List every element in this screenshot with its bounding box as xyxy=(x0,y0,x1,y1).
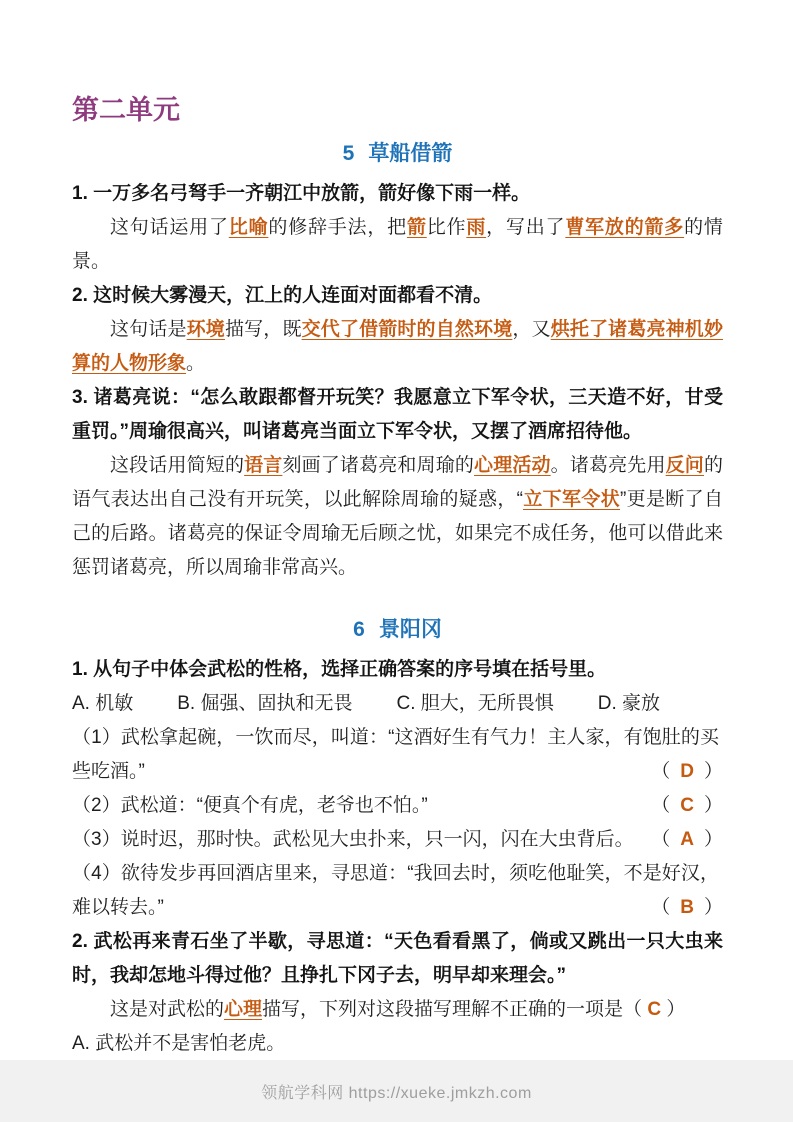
s6-item-2 xyxy=(72,789,723,823)
item-text: （2）武松道：“便真个有虎，老爷也不怕。” xyxy=(72,795,428,816)
option-d: D. 豪放 xyxy=(597,693,661,714)
option-a: A. 机敏 xyxy=(72,693,134,714)
s5-question-1: 1. 一万多名弓弩手一齐朝江中放箭，箭好像下雨一样。 xyxy=(72,183,531,204)
unit-title: 第二单元 xyxy=(72,95,180,125)
s5-question-2: 2. 这时候大雾漫天，江上的人连面对面都看不清。 xyxy=(72,285,493,306)
option-b: B. 倔强、固执和无畏 xyxy=(177,693,353,714)
s6-item-1 xyxy=(72,721,723,789)
answer-letter: D xyxy=(680,761,694,782)
item-text: （1）武松拿起碗，一饮而尽，叫道：“这酒好生有气力！主人家，有饱肚的买些吃酒。” xyxy=(72,727,719,782)
s6-item-3 xyxy=(72,823,723,857)
s5-answer-3: 这段话用简短的语言刻画了诸葛亮和周瑜的心理活动。诸葛亮先用反问的语气表达出自己没有开玩笑，以此解除周瑜的疑惑，“立下军令状”更是断了自己的后路。诸葛亮的保证令周瑜无后顾之忧，如果完不成任务，他可以借此来惩罚诸葛亮，所以周瑜非常高兴。 xyxy=(72,455,723,578)
section-title: 景阳冈 xyxy=(378,618,442,641)
s6-question-1: 1. 从句子中体会武松的性格，选择正确答案的序号填在括号里。 xyxy=(72,659,607,680)
s6-question-2: 2. 武松再来青石坐了半歇，寻思道：“天色看看黑了，倘或又跳出一只大虫来时，我却怎地斗得过他？且挣扎下冈子去，明早却来理会。” xyxy=(72,931,723,986)
s5-answer-1: 这句话运用了比喻的修辞手法，把箭比作雨，写出了曹军放的箭多的情景。 xyxy=(72,217,723,272)
s6-choice-options xyxy=(72,687,723,721)
section-heading-5 xyxy=(72,137,723,167)
watermark-text: 领航学科网 https://xueke.jmkzh.com xyxy=(261,1084,532,1102)
answer-letter: B xyxy=(680,897,694,918)
option-c: C. 胆大，无所畏惧 xyxy=(396,693,554,714)
section-title: 草船借箭 xyxy=(368,142,453,165)
item-answer: （ C ） xyxy=(651,789,723,823)
item-text: （3）说时迟，那时快。武松见大虫扑来，只一闪，闪在大虫背后。 xyxy=(72,829,634,850)
s6-q2-option-a: A. 武松并不是害怕老虎。 xyxy=(72,1033,286,1054)
section-heading-6 xyxy=(72,613,723,643)
watermark-footer xyxy=(0,1060,793,1122)
s5-answer-2: 这句话是环境描写，既交代了借箭时的自然环境，又烘托了诸葛亮神机妙算的人物形象。 xyxy=(72,319,723,374)
item-text: （4）欲待发步再回酒店里来，寻思道：“我回去时，须吃他耻笑，不是好汉，难以转去。” xyxy=(72,863,719,918)
item-answer: （ A ） xyxy=(651,823,723,857)
section-spacer xyxy=(72,585,723,607)
answer-letter: A xyxy=(680,829,694,850)
section-number: 5 xyxy=(342,142,355,165)
section-number: 6 xyxy=(353,618,365,641)
answer-letter: C xyxy=(680,795,694,816)
item-answer: （ D ） xyxy=(651,755,723,789)
s5-question-3: 3. 诸葛亮说：“怎么敢跟都督开玩笑？我愿意立下军令状，三天造不好，甘受重罚。”周瑜很高兴，叫诸葛亮当面立下军令状，又摆了酒席招待他。 xyxy=(72,387,723,442)
item-answer: （ B ） xyxy=(651,891,723,925)
s6-item-4 xyxy=(72,857,723,925)
s6-answer-2: 这是对武松的心理描写，下列对这段描写理解不正确的一项是（ C ） xyxy=(110,999,686,1020)
